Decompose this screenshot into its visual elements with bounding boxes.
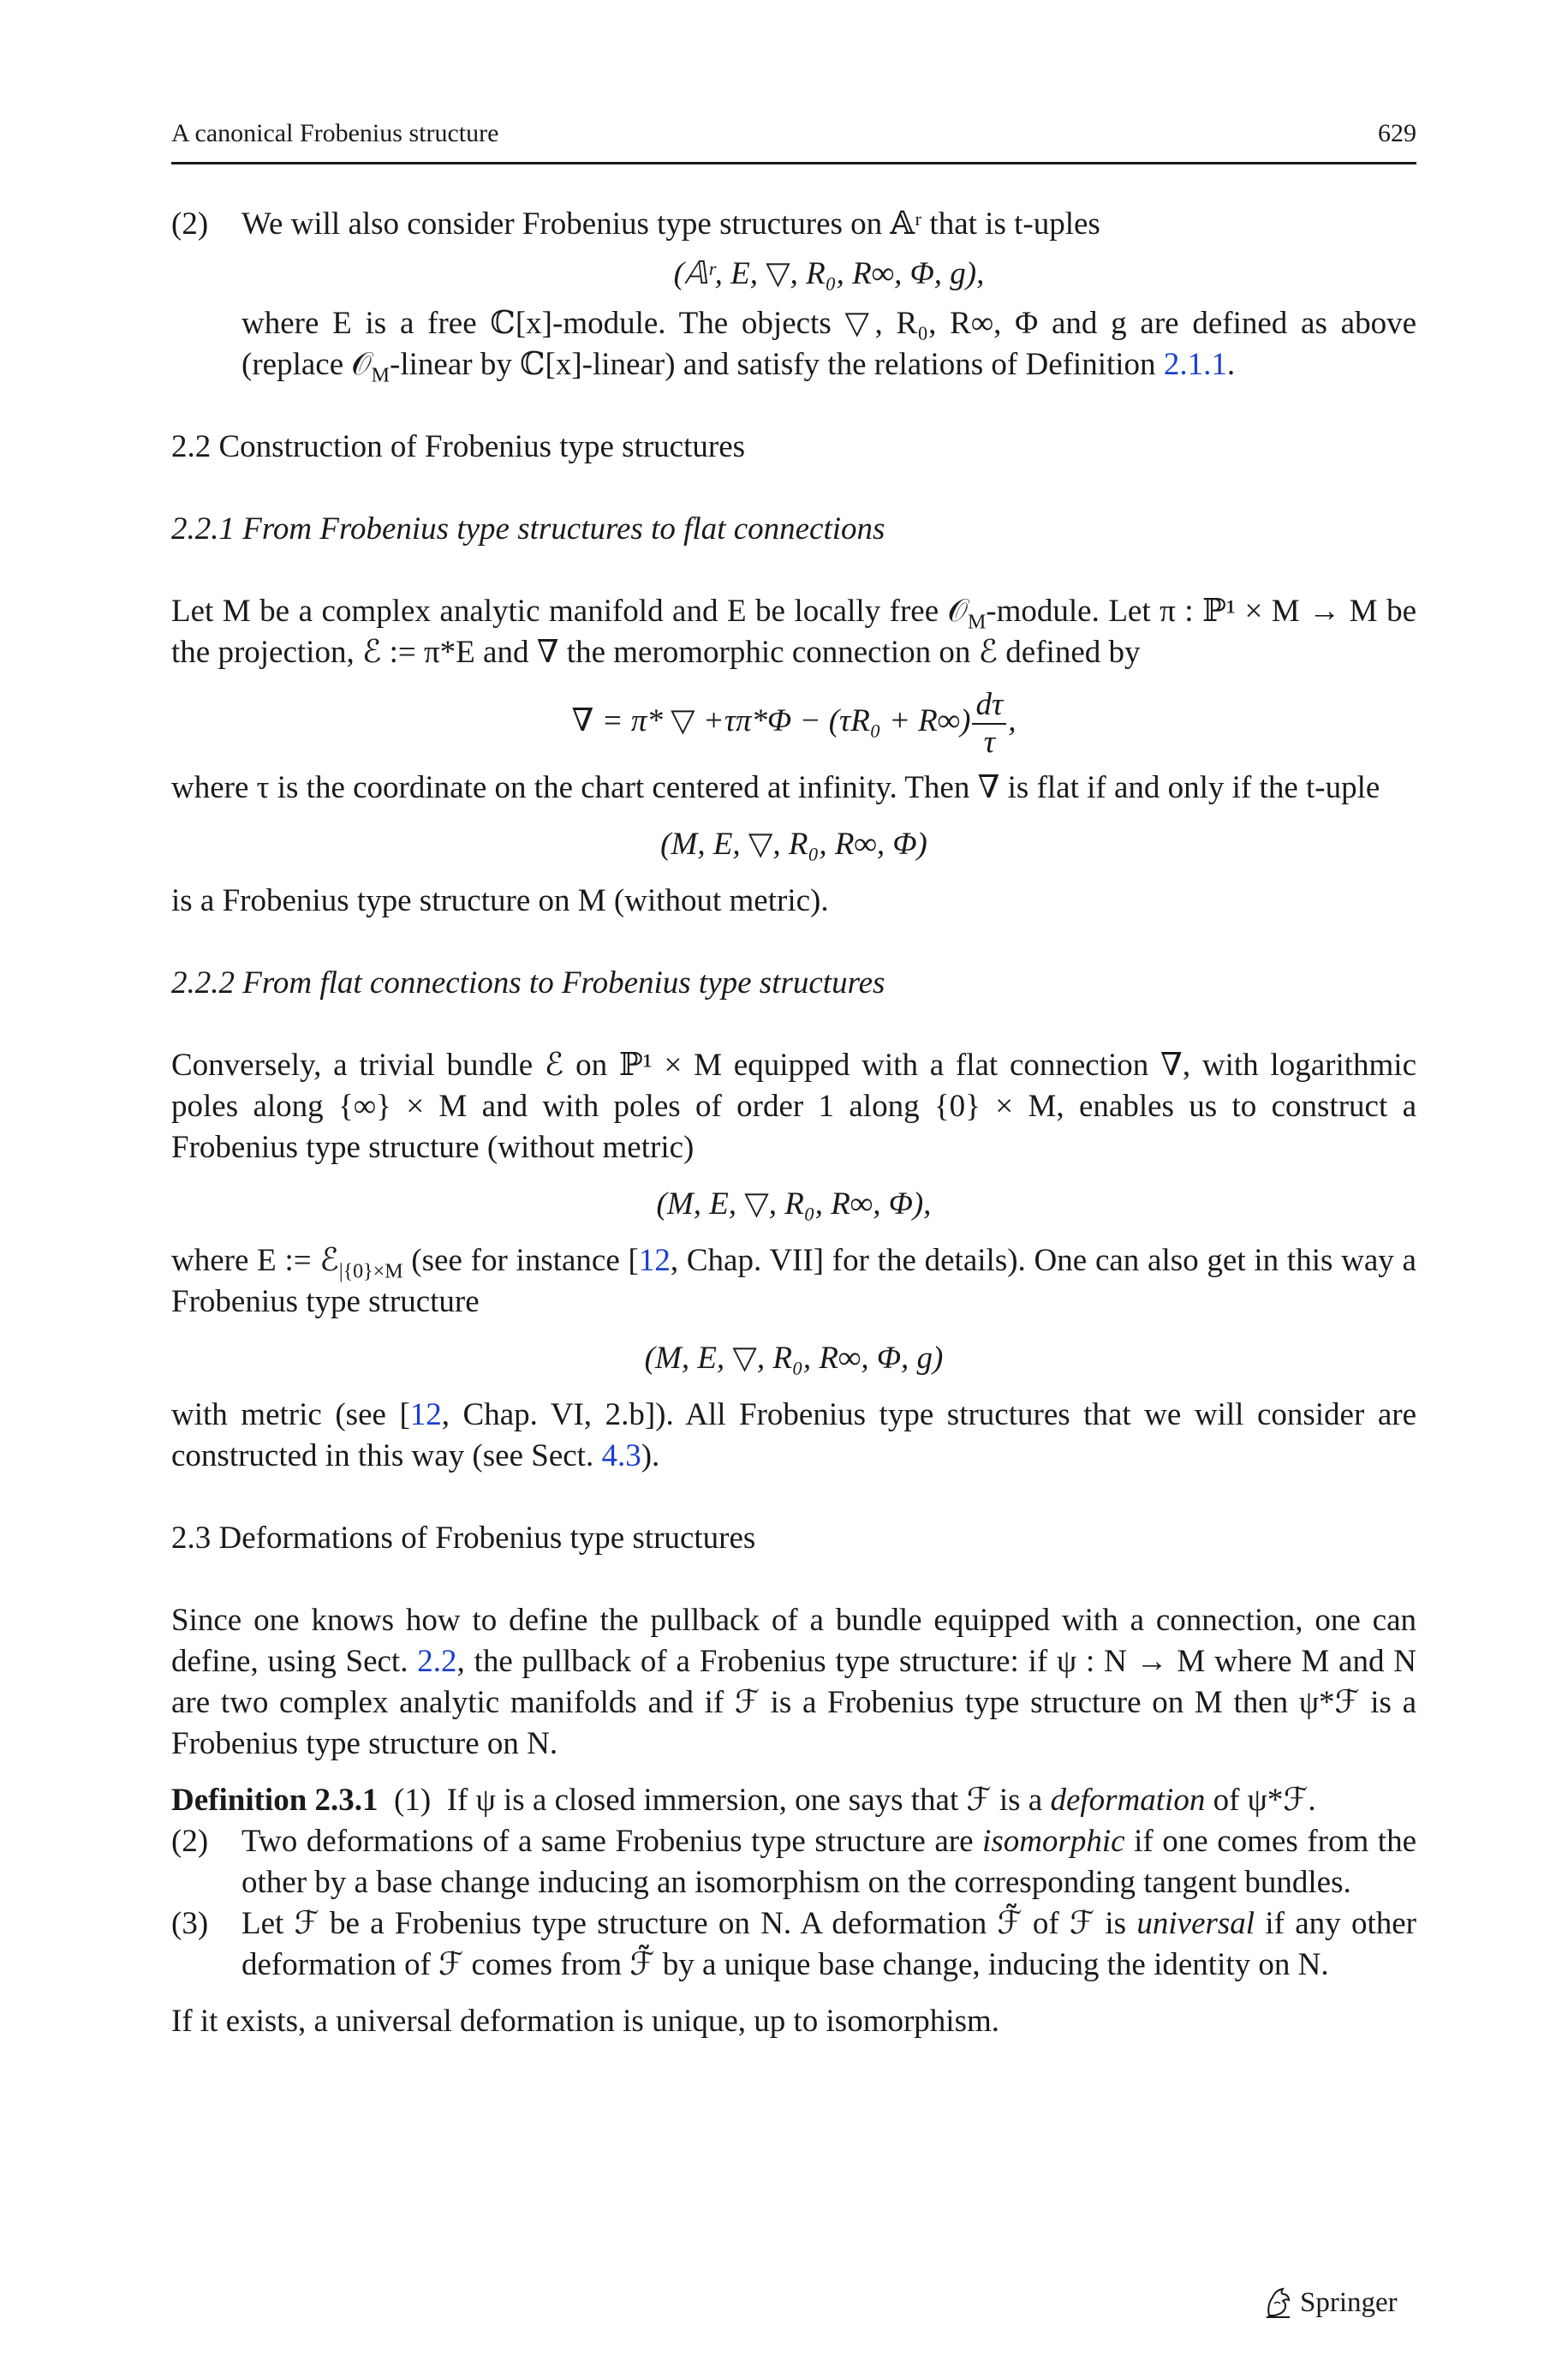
subscript: M [371, 364, 391, 387]
equation: (𝔸ʳ, E, ▽, R₀, R∞, Φ, g), [673, 256, 985, 291]
citation-link[interactable]: 12 [409, 1397, 442, 1432]
text-run: where E is a free ℂ[x]-module. The objects ▽, R₀, R∞, Φ and g are defined as above (replace 𝒪 [241, 306, 1416, 382]
subscript: |{0}×M [338, 1260, 403, 1283]
item-label: (3) [171, 1906, 209, 1941]
fraction [972, 687, 1006, 761]
emphasis: universal [1136, 1906, 1255, 1941]
text-run: where E := ℰ [171, 1243, 339, 1278]
text-run: , the pullback of a Frobenius type structure: if ψ : N → M where M and N are two complex analytic manifolds and if ℱ is a Frobenius type structure on M then ψ*ℱ is a Frobenius type structure on N. [171, 1644, 1417, 1761]
text-run: (see for instance [ [402, 1243, 639, 1278]
closing-paragraph: If it exists, a universal deformation is unique, up to isomorphism. [171, 2004, 1000, 2039]
definition-item-1 [171, 1780, 1416, 1821]
text-run: if any other deformation of ℱ comes from ℱ̃ by a unique base change, inducing the identity on N. [241, 1906, 1417, 1982]
text-run: . [1226, 347, 1236, 382]
paragraph [171, 1395, 1416, 1477]
definition-label: Definition 2.3.1 [171, 1783, 379, 1818]
item-text [241, 1821, 1416, 1903]
equation-part: , [1008, 703, 1017, 738]
fraction-numerator: dτ [972, 687, 1006, 725]
subsection-heading-2-2-2: 2.2.2 From flat connections to Frobenius type structures [171, 965, 885, 1001]
definition-link[interactable]: 2.1.1 [1163, 347, 1227, 382]
text-run: , Chap. VI, 2.b]). All Frobenius type structures that we will consider are constructed in this way (see Sect. [171, 1397, 1416, 1473]
subscript: M [967, 611, 987, 634]
paragraph [171, 1240, 1416, 1323]
subsection-heading-2-2-1: 2.2.1 From Frobenius type structures to flat connections [171, 511, 885, 547]
text-run: Let M be a complex analytic manifold and E be locally free 𝒪 [171, 594, 968, 629]
text-run: -linear by ℂ[x]-linear) and satisfy the relations of Definition [390, 347, 1164, 382]
equation: (M, E, ▽, R₀, R∞, Φ) [660, 827, 927, 862]
text-run: Two deformations of a same Frobenius type structure are [241, 1824, 983, 1859]
springer-logo [1264, 2282, 1398, 2323]
emphasis: isomorphic [982, 1824, 1125, 1859]
definition-item-2 [171, 1821, 1416, 1903]
section-link[interactable]: 2.2 [417, 1644, 457, 1679]
citation-link[interactable]: 12 [638, 1243, 671, 1278]
section-heading-2-2: 2.2 Construction of Frobenius type structures [171, 429, 746, 464]
page-number: 629 [1378, 119, 1416, 147]
item-label: (1) [394, 1783, 432, 1818]
emphasis: deformation [1050, 1783, 1206, 1818]
equation-part: ∇ = π* ▽ +τπ*Φ − (τR₀ + R∞) [571, 703, 971, 738]
text-run: if one comes from the other by a base change inducing an isomorphism on the corresponding tangent bundles. [241, 1824, 1416, 1900]
text-run: Since one knows how to define the pullback of a bundle equipped with a connection, one can define, using Sect. [171, 1603, 1416, 1679]
text-run: with metric (see [ [171, 1397, 410, 1432]
paragraph: is a Frobenius type structure on M (without metric). [171, 883, 829, 918]
definition-item-3 [171, 1903, 1416, 1986]
section-link[interactable]: 4.3 [601, 1438, 641, 1473]
content [171, 204, 1416, 2042]
equation [171, 680, 1416, 762]
item2-text: We will also consider Frobenius type structures on 𝔸ʳ that is t-uples [241, 206, 1100, 242]
item2-paragraph [241, 303, 1416, 385]
text-run: ). [641, 1438, 660, 1473]
text-run: , Chap. VII] for the details). One can also get in this way a Frobenius type structure [171, 1243, 1416, 1319]
equation: (M, E, ▽, R₀, R∞, Φ), [656, 1186, 932, 1222]
publisher-name: Springer [1300, 2287, 1398, 2318]
paragraph [171, 591, 1416, 673]
text-run: Let ℱ be a Frobenius type structure on N. A deformation ℱ̃ of ℱ is [241, 1906, 1137, 1941]
fraction-denominator: τ [983, 724, 995, 760]
item-label: (2) [171, 1824, 209, 1859]
springer-horse-icon [1264, 2286, 1293, 2319]
definition-block [171, 1780, 1416, 1986]
equation: (M, E, ▽, R₀, R∞, Φ, g) [644, 1341, 944, 1376]
item-label: (2) [171, 206, 209, 242]
paragraph: Conversely, a trivial bundle ℰ on ℙ¹ × M equipped with a flat connection ∇, with logarithmic poles along {∞} × M and with poles of order 1 along {0} × M, enables us to construct a Frobenius type structure (without metric) [171, 1048, 1416, 1165]
text-run: -module. Let π : ℙ¹ × M → M be the projection, ℰ := π*E and ∇ the meromorphic connection on ℰ defined by [171, 594, 1416, 670]
item-text [241, 1903, 1416, 1986]
header-rule [171, 162, 1416, 164]
section-heading-2-3: 2.3 Deformations of Frobenius type structures [171, 1521, 756, 1556]
text-run: of ψ*ℱ. [1205, 1783, 1316, 1818]
list-item-2 [171, 204, 1416, 385]
text-run: If ψ is a closed immersion, one says that ℱ is a [446, 1783, 1051, 1818]
paragraph: where τ is the coordinate on the chart centered at infinity. Then ∇ is flat if and only if the t-uple [171, 770, 1380, 805]
running-head: A canonical Frobenius structure [171, 119, 499, 147]
paragraph [171, 1600, 1416, 1765]
